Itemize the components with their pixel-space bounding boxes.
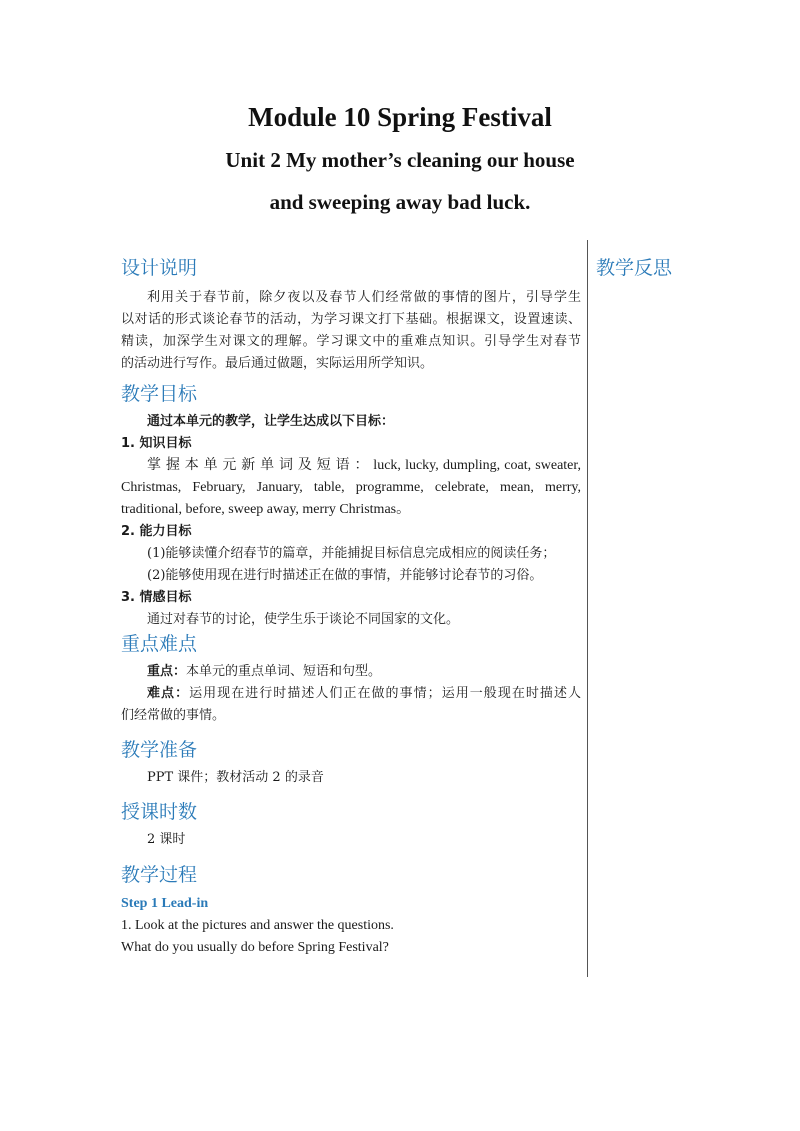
process-line: 1. Look at the pictures and answer the questions.	[121, 918, 394, 933]
emotion-line: 通过对春节的讨论，使学生乐于谈论不同国家的文化。	[147, 612, 460, 627]
difficulty-line	[121, 683, 581, 705]
design-paragraph	[121, 287, 581, 375]
process-line: What do you usually do before Spring Festival?	[121, 940, 389, 955]
knowledge-goal-label: 1. 知识目标	[121, 436, 192, 451]
design-line: 利用关于春节前，除夕夜以及春节人们经常做的事情的图片，引导学生	[147, 290, 581, 305]
hours-heading: 授课时数	[121, 801, 198, 823]
key-text: 本单元的重点单词、短语和句型。	[186, 664, 382, 679]
difficulty-text: 运用现在进行时描述人们正在做的事情；运用一般现在时描述人	[189, 686, 581, 701]
process-heading: 教学过程	[121, 864, 198, 886]
emotion-goal-label: 3. 情感目标	[121, 590, 192, 605]
knowledge-line: 掌 握 本 单 元 新 单 词 及 短 语 ： luck, lucky, dumpling, coat, sweater,	[147, 458, 581, 473]
ability-goal-label: 2. 能力目标	[121, 524, 192, 539]
design-line: 以对话的形式谈论春节的活动，为学习课文打下基础。根据课文，设置速读、	[121, 312, 581, 327]
ability-line: (2)能够使用现在进行时描述正在做的事情，并能够讨论春节的习俗。	[147, 568, 543, 583]
key-points-heading: 重点难点	[121, 633, 198, 655]
difficulty-line-continued: 们经常做的事情。	[121, 708, 226, 723]
knowledge-line: traditional, before, sweep away, merry Christmas。	[121, 502, 411, 517]
step-1-heading: Step 1 Lead-in	[121, 896, 209, 911]
unit-title-continued: and sweeping away bad luck.	[269, 190, 531, 214]
key-label: 重点：	[147, 664, 187, 679]
design-line: 的活动进行写作。最后通过做题，实际运用所学知识。	[121, 356, 434, 371]
column-divider	[587, 240, 588, 977]
process-block	[121, 893, 581, 959]
difficulty-label: 难点：	[147, 686, 190, 701]
prep-text: PPT 课件；教材活动 2 的录音	[147, 770, 324, 785]
design-line: 精读，加深学生对课文的理解。学习课文中的重难点知识。引导学生对春节	[121, 334, 581, 349]
goals-intro: 通过本单元的教学，让学生达成以下目标：	[147, 414, 395, 429]
goals-heading: 教学目标	[121, 383, 198, 405]
hours-text: 2 课时	[147, 832, 186, 847]
module-title: Module 10 Spring Festival	[248, 102, 552, 132]
unit-title: Unit 2 My mother’s cleaning our house	[225, 148, 575, 172]
goals-block	[121, 411, 581, 631]
reflection-heading: 教学反思	[596, 257, 673, 279]
key-point-line	[121, 661, 581, 683]
design-heading: 设计说明	[121, 257, 198, 279]
knowledge-line: Christmas, February, January, table, programme, celebrate, mean, merry,	[121, 480, 581, 495]
prep-heading: 教学准备	[121, 739, 198, 761]
key-points-block	[121, 661, 581, 727]
ability-line: (1)能够读懂介绍春节的篇章，并能捕捉目标信息完成相应的阅读任务；	[147, 546, 556, 561]
